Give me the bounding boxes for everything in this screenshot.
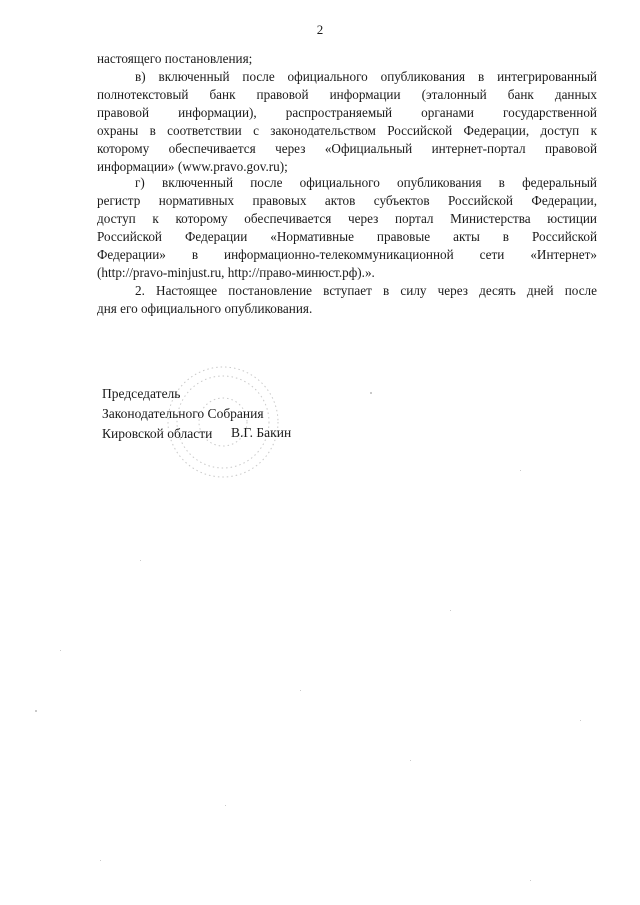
body-line: 2. Настоящее постановление вступает в силу через десять дней после bbox=[135, 283, 597, 298]
body-line: Федерации» в информационно-телекоммуникационной сети «Интернет» bbox=[97, 247, 597, 262]
body-line: которому обеспечивается через «Официальный интернет-портал правовой bbox=[97, 141, 597, 156]
faint-seal-stamp bbox=[158, 362, 288, 482]
body-line: Российской Федерации «Нормативные правовые акты в Российской bbox=[97, 229, 597, 244]
body-line: правовой информации), распространяемый органами государственной bbox=[97, 105, 597, 120]
signatory-name: В.Г. Бакин bbox=[231, 425, 292, 440]
body-line: доступ к которому обеспечивается через портал Министерства юстиции bbox=[97, 211, 597, 226]
body-line: информации» (www.pravo.gov.ru); bbox=[97, 159, 288, 174]
body-line: настоящего постановления; bbox=[97, 51, 253, 66]
body-line: регистр нормативных правовых актов субъектов Российской Федерации, bbox=[97, 193, 597, 208]
page-number: 2 bbox=[316, 22, 324, 37]
body-line: дня его официального опубликования. bbox=[97, 301, 313, 316]
signatory-title-line-3: Кировской области bbox=[102, 426, 213, 441]
body-line: г) включенный после официального опубликования в федеральный bbox=[135, 175, 597, 190]
body-line: полнотекстовый банк правовой информации (эталонный банк данных bbox=[97, 87, 597, 102]
body-line: (http://pravo-minjust.ru, http://право-минюст.рф).». bbox=[97, 265, 375, 280]
signatory-title-line-1: Председатель bbox=[102, 386, 181, 401]
signatory-title-line-2: Законодательного Собрания bbox=[102, 406, 264, 421]
body-line: охраны в соответствии с законодательством Российской Федерации, доступ к bbox=[97, 123, 597, 138]
body-line: в) включенный после официального опубликования в интегрированный bbox=[135, 69, 597, 84]
